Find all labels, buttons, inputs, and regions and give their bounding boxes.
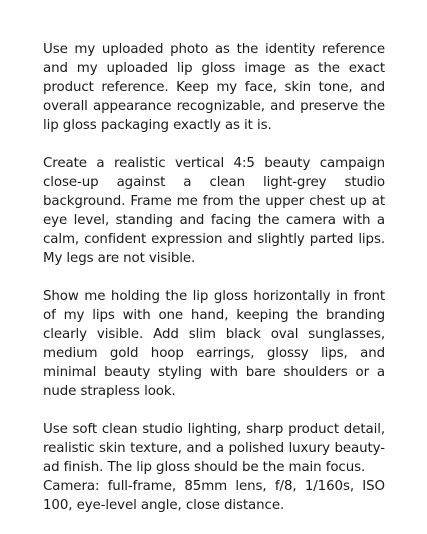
paragraph-camera-settings: Camera: full-frame, 85mm lens, f/8, 1/160s, ISO 100, eye-level angle, close distance. — [43, 479, 385, 513]
paragraph-lighting: Use soft clean studio lighting, sharp product detail, realistic skin texture, and a polished luxury beauty-ad finish. The lip gloss should be the main focus. — [43, 422, 385, 475]
paragraph-pose-styling: Show me holding the lip gloss horizontally in front of my lips with one hand, keeping the branding clearly visible. Add slim black oval sunglasses, medium gold hoop earrings, glossy lips, and minimal beauty styling with bare shoulders or a nude strapless look. — [43, 289, 385, 399]
paragraph-scene-framing: Create a realistic vertical 4:5 beauty campaign close-up against a clean light-grey studio background. Frame me from the upper chest up at eye level, standing and facing the camera with a calm, confident expression and slightly parted lips. My legs are not visible. — [43, 156, 385, 266]
paragraph-identity-reference: Use my uploaded photo as the identity reference and my uploaded lip gloss image as the exact product reference. Keep my face, skin tone, and overall appearance recognizable, and preserve the lip gloss packaging exactly as it is. — [43, 42, 385, 133]
document-body — [43, 40, 385, 515]
